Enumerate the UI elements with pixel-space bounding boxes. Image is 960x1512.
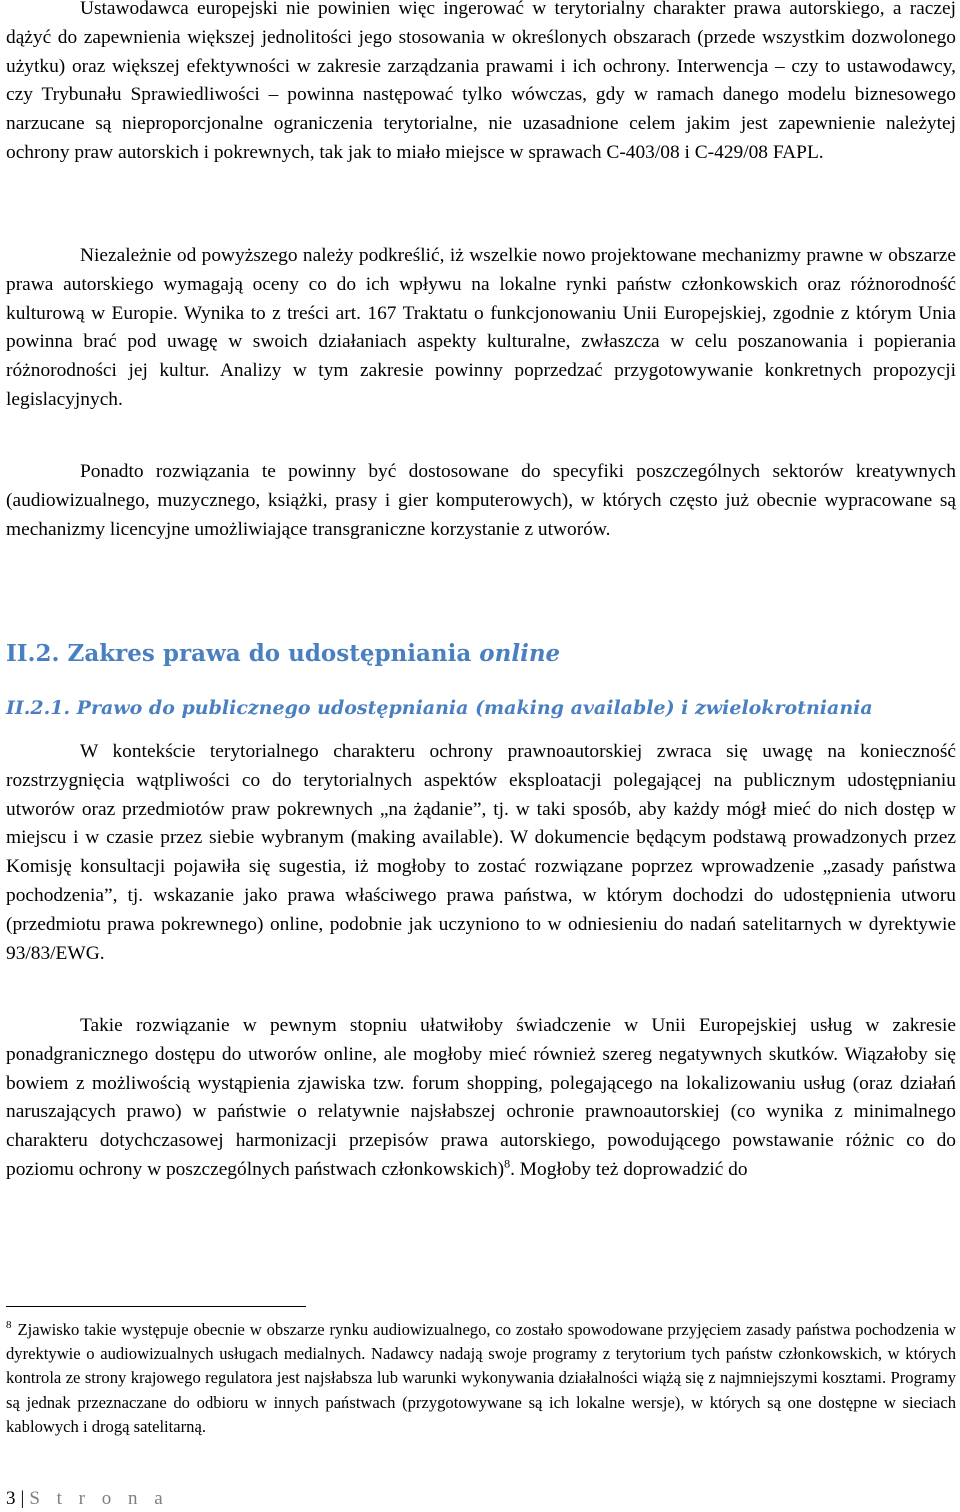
page-number: 3 — [6, 1488, 16, 1509]
footnote — [6, 1318, 956, 1439]
paragraph-3: Ponadto rozwiązania te powinny być dostosowane do specyfiki poszczególnych sektorów kreatywnych (audiowizualnego, muzycznego, książki, prasy i gier komputerowych), w których często już obecnie wypracowane są mechanizmy licencyjne umożliwiające transgraniczne korzystanie z utworów. — [6, 461, 956, 540]
footnote-separator — [6, 1306, 306, 1307]
footnote-reference[interactable]: 8 — [504, 1156, 511, 1171]
section-heading-italic: online — [479, 640, 561, 667]
page-word: S t r o n a — [29, 1488, 169, 1509]
footnote-number: 8 — [6, 1319, 12, 1332]
section-heading — [6, 640, 560, 667]
footnote-text: Zjawisko takie występuje obecnie w obszarze rynku audiowizualnego, co zostało spowodowane przyjęciem zasady państwa pochodzenia w dyrektywie o audiowizualnych usługach medialnych. Nadawcy nadają swoje programy z terytorium tych państw członkowskich, w których kontrola ze strony krajowego regulatora jest najsłabsza lub warunki wykonywania działalności wiążą się z najmniejszymi kosztami. Programy są jednak przeznaczane do odbioru w innych państwach (przygotowywane są ich lokalne wersje), w których są one dostępne w sieciach kablowych i drogą satelitarną. — [6, 1320, 956, 1436]
paragraph-5-text: Takie rozwiązanie w pewnym stopniu ułatwiłoby świadczenie w Unii Europejskiej usług w zakresie ponadgranicznego dostępu do utworów online, ale mogłoby mieć również szereg negatywnych skutków. Wiązałoby się bowiem z możliwością wystąpienia zjawiska tzw. forum shopping, polegającego na lokalizowaniu usług (oraz działań naruszających prawo) w państwie o relatywnie najsłabszej ochronie prawnoautorskiej (co wynika z minimalnego charakteru dotychczasowej harmonizacji przepisów prawa autorskiego, powodującego powstawanie różnic co do poziomu ochrony w poszczególnych państwach członkowskich) — [6, 1015, 956, 1180]
paragraph-5-tail: . Mogłoby też doprowadzić do — [510, 1158, 748, 1180]
paragraph-4: W kontekście terytorialnego charakteru ochrony prawnoautorskiej zwraca się uwagę na konieczność rozstrzygnięcia wątpliwości co do terytorialnych aspektów eksploatacji polegającej na publicznym udostępnianiu utworów oraz przedmiotów praw pokrewnych „na żądanie”, tj. w taki sposób, aby każdy mógł mieć do nich dostęp w miejscu i w czasie przez siebie wybranym (making available). W dokumencie będącym podstawą prowadzonych przez Komisję konsultacji pojawiła się sugestia, iż mogłoby to zostać rozwiązane poprzez wprowadzenie „zasady państwa pochodzenia”, tj. wskazanie jako prawa właściwego prawa państwa, w którym dochodzi do udostępnienia utworu (przedmiotu prawa pokrewnego) online, podobnie jak uczyniono to w odniesieniu do nadań satelitarnych w dyrektywie 93/83/EWG. — [6, 741, 956, 964]
footer-separator: | — [20, 1488, 25, 1509]
paragraph-2: Niezależnie od powyższego należy podkreślić, iż wszelkie nowo projektowane mechanizmy prawne w obszarze prawa autorskiego wymagają oceny co do ich wpływu na lokalne rynki państw członkowskich oraz różnorodność kulturową w Europie. Wynika to z treści art. 167 Traktatu o funkcjonowaniu Unii Europejskiej, zgodnie z którym Unia powinna brać pod uwagę w swoich działaniach aspekty kulturalne, zwłaszcza w celu poszanowania i popierania różnorodności jej kultur. Analizy w tym zakresie powinny poprzedzać przygotowywanie konkretnych propozycji legislacyjnych. — [6, 245, 956, 410]
section-heading-text: II.2. Zakres prawa do udostępniania — [6, 640, 480, 667]
paragraph-1: Ustawodawca europejski nie powinien więc ingerować w terytorialny charakter prawa autorskiego, a raczej dążyć do zapewnienia większej jednolitości jego stosowania w określonych obszarach (przede wszystkim dozwolonego użytku) oraz większej efektywności w zakresie zarządzania prawami i ich ochrony. Interwencja – czy to ustawodawcy, czy Trybunału Sprawiedliwości – powinna następować tylko wówczas, gdy w ramach danego modelu biznesowego narzucane są nieproporcjonalne ograniczenia terytorialne, nie uzasadnione celem jakim jest zapewnienie należytej ochrony praw autorskich i pokrewnych, tak jak to miało miejsce w sprawach C-403/08 i C-429/08 FAPL. — [6, 0, 956, 163]
paragraph-5 — [6, 1012, 956, 1185]
page-footer — [6, 1488, 169, 1510]
subsection-heading: II.2.1. Prawo do publicznego udostępniania (making available) i zwielokrotniania — [6, 697, 873, 719]
